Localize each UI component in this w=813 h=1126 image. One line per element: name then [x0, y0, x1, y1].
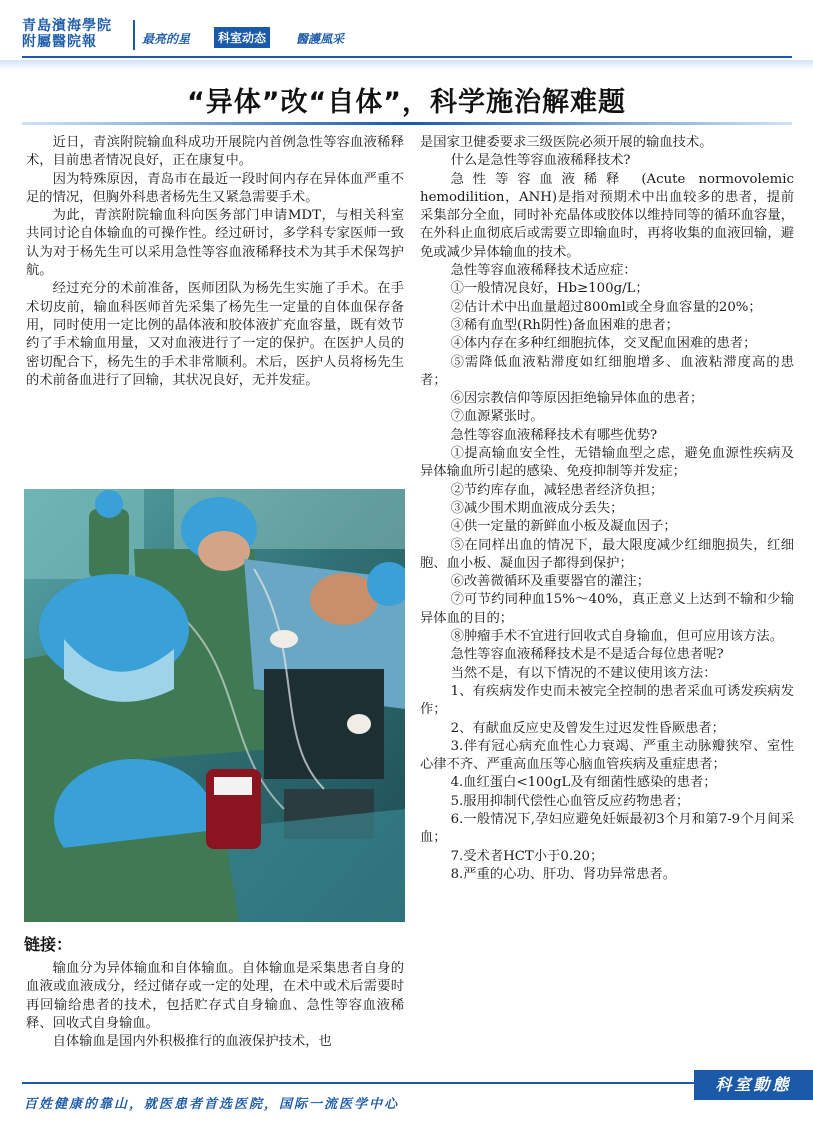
list-item: ⑤在同样出血的情况下，最大限度减少红细胞损失，红细胞、血小板、凝血因子都得到保护； [420, 537, 794, 571]
header-divider [133, 20, 135, 50]
nav-item-brightest-star[interactable]: 最亮的星 [142, 32, 191, 46]
list-item: ②估计术中出血量超过800ml或全身血容量的20%； [450, 299, 762, 315]
list-item: 3.伴有冠心病充血性心力衰竭、严重主动脉瓣狭窄、室性心律不齐、严重高血压等心脑血管疾病及重症患者； [420, 738, 794, 773]
list-item: 7.受术者HCT小于0.20； [450, 848, 604, 864]
page-header [0, 0, 813, 62]
list-item: ①一般情况良好，Hb≥100g/L； [450, 281, 649, 297]
list-item: ④体内存在多种红细胞抗体，交叉配血困难的患者； [450, 336, 757, 352]
list-item: ⑥因宗教信仰等原因拒绝输异体血的患者； [450, 391, 704, 407]
logo-line-1: 青島濱海學院 [22, 18, 112, 34]
link-section [26, 960, 404, 1051]
list-item: 1、有疾病发作史而未被完全控制的患者采血可诱发疾病发作； [420, 683, 794, 718]
list-item: ⑦血源紧张时。 [450, 409, 544, 425]
surgery-photo [24, 489, 405, 922]
paragraph: 因为特殊原因，青岛市在最近一段时间内存在异体血严重不足的情况，但胸外科患者杨先生又紧急需要手术。 [26, 171, 404, 205]
paragraph: 输血分为异体输血和自体输血。自体输血是采集患者自身的血液或血液成分，经过储存或一定的处理，在术中或术后需要时再回输给患者的技术，包括贮存式自身输血、急性等容血液稀释、回收式自身输血。 [26, 961, 404, 1031]
advantages-heading: 急性等容血液稀释技术有哪些优势? [450, 427, 658, 443]
list-item: ⑧肿瘤手术不宜进行回收式自身输血，但可应用该方法。 [450, 629, 783, 645]
paragraph: 经过充分的术前准备，医师团队为杨先生实施了手术。在手术切皮前，输血科医师首先采集了杨先生一定量的自体血保存备用，同时使用一定比例的晶体液和胶体液扩充血容量，既有效节约了手术输血用量，又对血液进行了一定的保护。在医护人员的密切配合下，杨先生的手术非常顺利。术后，医护人员将杨先生的术前备血进行了回输，其状况良好，无并发症。 [26, 281, 404, 388]
definition-paragraph: 急性等容血液稀释 (Acute normovolemic hemodilition，ANH)是指对预期术中出血较多的患者，提前采集部分全血，同时补充晶体或胶体以维持同等的循环血容量，在外科止血彻底后或需要立即输血时，再将收集的血液回输，避免或减少异体输血的技术。 [420, 171, 794, 260]
link-heading: 链接： [24, 935, 73, 954]
header-stripe [0, 60, 813, 70]
answer-paragraph: 当然不是，有以下情况的不建议使用该方法： [450, 665, 717, 681]
question-heading: 什么是急性等容血液稀释技术? [450, 153, 631, 169]
list-item: 2、有献血反应史及曾发生过迟发性昏厥患者； [450, 720, 725, 736]
paragraph: 是国家卫健委要求三级医院必须开展的输血技术。 [420, 135, 713, 150]
footer-slogan: 百姓健康的靠山，就医患者首选医院，国际一流医学中心 [24, 1097, 400, 1112]
newspaper-logo [22, 18, 130, 50]
logo-line-2: 附屬醫院報 [22, 34, 97, 50]
section-badge: 科室動態 [694, 1070, 813, 1100]
nav-item-staff-style[interactable]: 醫護風采 [296, 32, 345, 46]
list-item: ①提高输血安全性，无错输血型之虑，避免血源性疾病及异体输血所引起的感染、免疫抑制等并发症； [420, 446, 794, 480]
right-column [420, 134, 794, 884]
nav-item-department-news[interactable]: 科室动态 [214, 27, 270, 48]
article-title: “异体”改“自体”，科学施治解难题 [187, 87, 626, 118]
paragraph: 为此，青滨附院输血科向医务部门申请MDT，与相关科室共同讨论自体输血的可操作性。经过研讨，多学科专家医师一致认为对于杨先生可以采用急性等容血液稀释技术为其手术保驾护航。 [26, 208, 404, 279]
paragraph: 自体输血是国内外积极推行的血液保护技术，也 [52, 1034, 332, 1050]
list-item: ②节约库存血，减轻患者经济负担； [450, 482, 664, 498]
header-rule [22, 56, 792, 58]
list-item: 6.一般情况下,孕妇应避免妊娠最初3个月和第7-9个月间采血； [420, 811, 794, 846]
left-column [26, 134, 404, 390]
footer-rule [22, 1082, 702, 1084]
title-underline [22, 122, 792, 125]
list-item: ④供一定量的新鲜血小板及凝血因子； [450, 519, 677, 535]
list-item: ⑤需降低血液粘滞度如红细胞增多、血液粘滞度高的患者； [420, 354, 794, 388]
indications-heading: 急性等容血液稀释技术适应症： [450, 263, 637, 279]
paragraph: 近日，青滨附院输血科成功开展院内首例急性等容血液稀释术，目前患者情况良好，正在康复中。 [26, 135, 404, 169]
list-item: ⑥改善微循环及重要器官的灌注； [450, 574, 651, 590]
list-item: 5.服用抑制代偿性心血管反应药物患者； [450, 793, 690, 809]
list-item: 4.血红蛋白<100gL及有细菌性感染的患者； [450, 775, 717, 791]
list-item: 8.严重的心功、肝功、肾功异常患者。 [450, 866, 677, 882]
question-heading: 急性等容血液稀释技术是不是适合每位患者呢? [450, 647, 724, 663]
list-item: ⑦可节约同种血15%～40%，真正意义上达到不输和少输异体血的目的； [420, 592, 794, 626]
list-item: ③减少围术期血液成分丢失； [450, 500, 624, 516]
list-item: ③稀有血型(Rh阴性)备血困难的患者； [450, 317, 679, 333]
